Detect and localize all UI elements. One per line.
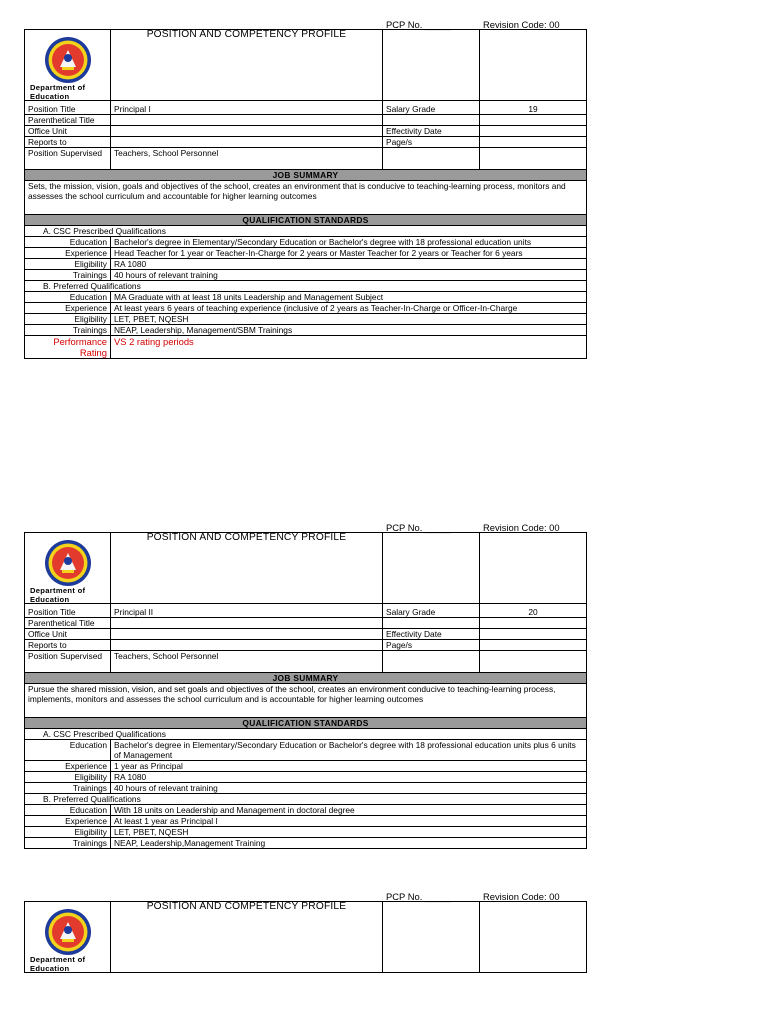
eligibility-label: Eligibility [25,314,111,325]
position-supervised-value: Teachers, School Personnel [111,148,383,170]
csc-trainings-value: 40 hours of relevant training [111,783,587,794]
office-unit-value [111,126,383,137]
csc-eligibility-value: RA 1080 [111,772,587,783]
profile-principal-1 [24,19,586,359]
education-label: Education [25,740,111,761]
logo-cell [25,30,111,101]
eligibility-label: Eligibility [25,259,111,270]
performance-rating-label: Performance Rating [25,336,111,359]
salary-grade-value: 19 [480,101,587,115]
position-title-value: Principal II [111,604,383,618]
education-label: Education [25,237,111,248]
parenthetical-title-label: Parenthetical Title [25,115,111,126]
empty-cell [480,115,587,126]
effectivity-date-value [480,126,587,137]
logo-cell [25,533,111,604]
department-name: Department of Education [30,83,86,101]
csc-eligibility-value: RA 1080 [111,259,587,270]
csc-education-value: Bachelor's degree in Elementary/Secondary Education or Bachelor's degree with 18 professional education units [111,237,587,248]
position-supervised-value: Teachers, School Personnel [111,651,383,673]
parenthetical-title-label: Parenthetical Title [25,618,111,629]
preferred-education-value: MA Graduate with at least 18 units Leadership and Management Subject [111,292,587,303]
profile-table [24,891,587,973]
pcp-number: PCP No. _____ [383,30,480,101]
job-summary-heading: JOB SUMMARY [25,170,587,181]
department-name: Department of Education [30,955,86,973]
job-summary-text: Pursue the shared mission, vision, and set goals and objectives of the school, creates an environment conducive to teaching-learning process, implements, monitors and assesses the school curriculum and is accountable for higher learning outcomes [25,684,587,718]
revision-code: Revision Code: 00 [480,902,587,973]
revision-code: Revision Code: 00 [480,533,587,604]
position-supervised-label: Position Supervised [25,651,111,673]
parenthetical-title-value [111,115,383,126]
profile-table [24,19,587,359]
qualification-standards-heading: QUALIFICATION STANDARDS [25,215,587,226]
empty-cell [383,618,480,629]
profile-principal-2 [24,522,586,849]
job-summary-heading: JOB SUMMARY [25,673,587,684]
qualification-standards-heading: QUALIFICATION STANDARDS [25,718,587,729]
document-title: POSITION AND COMPETENCY PROFILE [111,902,383,973]
salary-grade-value: 20 [480,604,587,618]
eligibility-label: Eligibility [25,772,111,783]
parenthetical-title-value [111,618,383,629]
logo-cell [25,902,111,973]
preferred-eligibility-value: LET, PBET, NQESH [111,314,587,325]
pcp-number: PCP No. _____ [383,533,480,604]
empty-cell [480,651,587,673]
empty-cell [383,651,480,673]
csc-education-value: Bachelor's degree in Elementary/Secondary Education or Bachelor's degree with 18 professional education units plus 6 units of Management [111,740,587,761]
effectivity-date-label: Effectivity Date [383,126,480,137]
position-title-label: Position Title [25,101,111,115]
education-label: Education [25,805,111,816]
position-supervised-label: Position Supervised [25,148,111,170]
reports-to-label: Reports to [25,640,111,651]
trainings-label: Trainings [25,325,111,336]
effectivity-date-label: Effectivity Date [383,629,480,640]
empty-cell [383,148,480,170]
pcp-number: PCP No. _____ [383,902,480,973]
experience-label: Experience [25,303,111,314]
empty-cell [480,148,587,170]
preferred-qualifications-heading: B. Preferred Qualifications [25,281,587,292]
profile-table [24,522,587,849]
document-title: POSITION AND COMPETENCY PROFILE [111,533,383,604]
performance-rating-value: VS 2 rating periods [111,336,587,359]
experience-label: Experience [25,761,111,772]
profile-header-partial [24,891,586,973]
office-unit-value [111,629,383,640]
office-unit-label: Office Unit [25,126,111,137]
csc-prescribed-heading: A. CSC Prescribed Qualifications [25,729,587,740]
empty-cell [383,115,480,126]
csc-prescribed-heading: A. CSC Prescribed Qualifications [25,226,587,237]
csc-experience-value: Head Teacher for 1 year or Teacher-In-Charge for 2 years or Master Teacher for 2 years or Teacher for 6 years [111,248,587,259]
trainings-label: Trainings [25,838,111,849]
salary-grade-label: Salary Grade [383,101,480,115]
deped-seal-icon [44,539,92,587]
eligibility-label: Eligibility [25,827,111,838]
job-summary-text: Sets, the mission, vision, goals and objectives of the school, creates an environment that is conducive to teaching-learning process, monitors and assesses the school curriculum and accountable for higher learning outcomes [25,181,587,215]
preferred-education-value: With 18 units on Leadership and Management in doctoral degree [111,805,587,816]
empty-cell [480,618,587,629]
preferred-trainings-value: NEAP, Leadership,Management Training [111,838,587,849]
csc-experience-value: 1 year as Principal [111,761,587,772]
reports-to-value [111,137,383,148]
pages-value [480,137,587,148]
trainings-label: Trainings [25,783,111,794]
effectivity-date-value [480,629,587,640]
office-unit-label: Office Unit [25,629,111,640]
reports-to-label: Reports to [25,137,111,148]
reports-to-value [111,640,383,651]
preferred-eligibility-value: LET, PBET, NQESH [111,827,587,838]
deped-seal-icon [44,36,92,84]
document-title: POSITION AND COMPETENCY PROFILE [111,30,383,101]
csc-trainings-value: 40 hours of relevant training [111,270,587,281]
position-title-label: Position Title [25,604,111,618]
pages-label: Page/s [383,137,480,148]
revision-code: Revision Code: 00 [480,30,587,101]
education-label: Education [25,292,111,303]
preferred-experience-value: At least 1 year as Principal I [111,816,587,827]
preferred-trainings-value: NEAP, Leadership, Management/SBM Trainings [111,325,587,336]
trainings-label: Trainings [25,270,111,281]
department-name: Department of Education [30,586,86,604]
pages-label: Page/s [383,640,480,651]
preferred-qualifications-heading: B. Preferred Qualifications [25,794,587,805]
pages-value [480,640,587,651]
preferred-experience-value: At least years 6 years of teaching experience (inclusive of 2 years as Teacher-In-Charge or Officer-In-Charge [111,303,587,314]
position-title-value: Principal I [111,101,383,115]
deped-seal-icon [44,908,92,956]
experience-label: Experience [25,816,111,827]
salary-grade-label: Salary Grade [383,604,480,618]
experience-label: Experience [25,248,111,259]
